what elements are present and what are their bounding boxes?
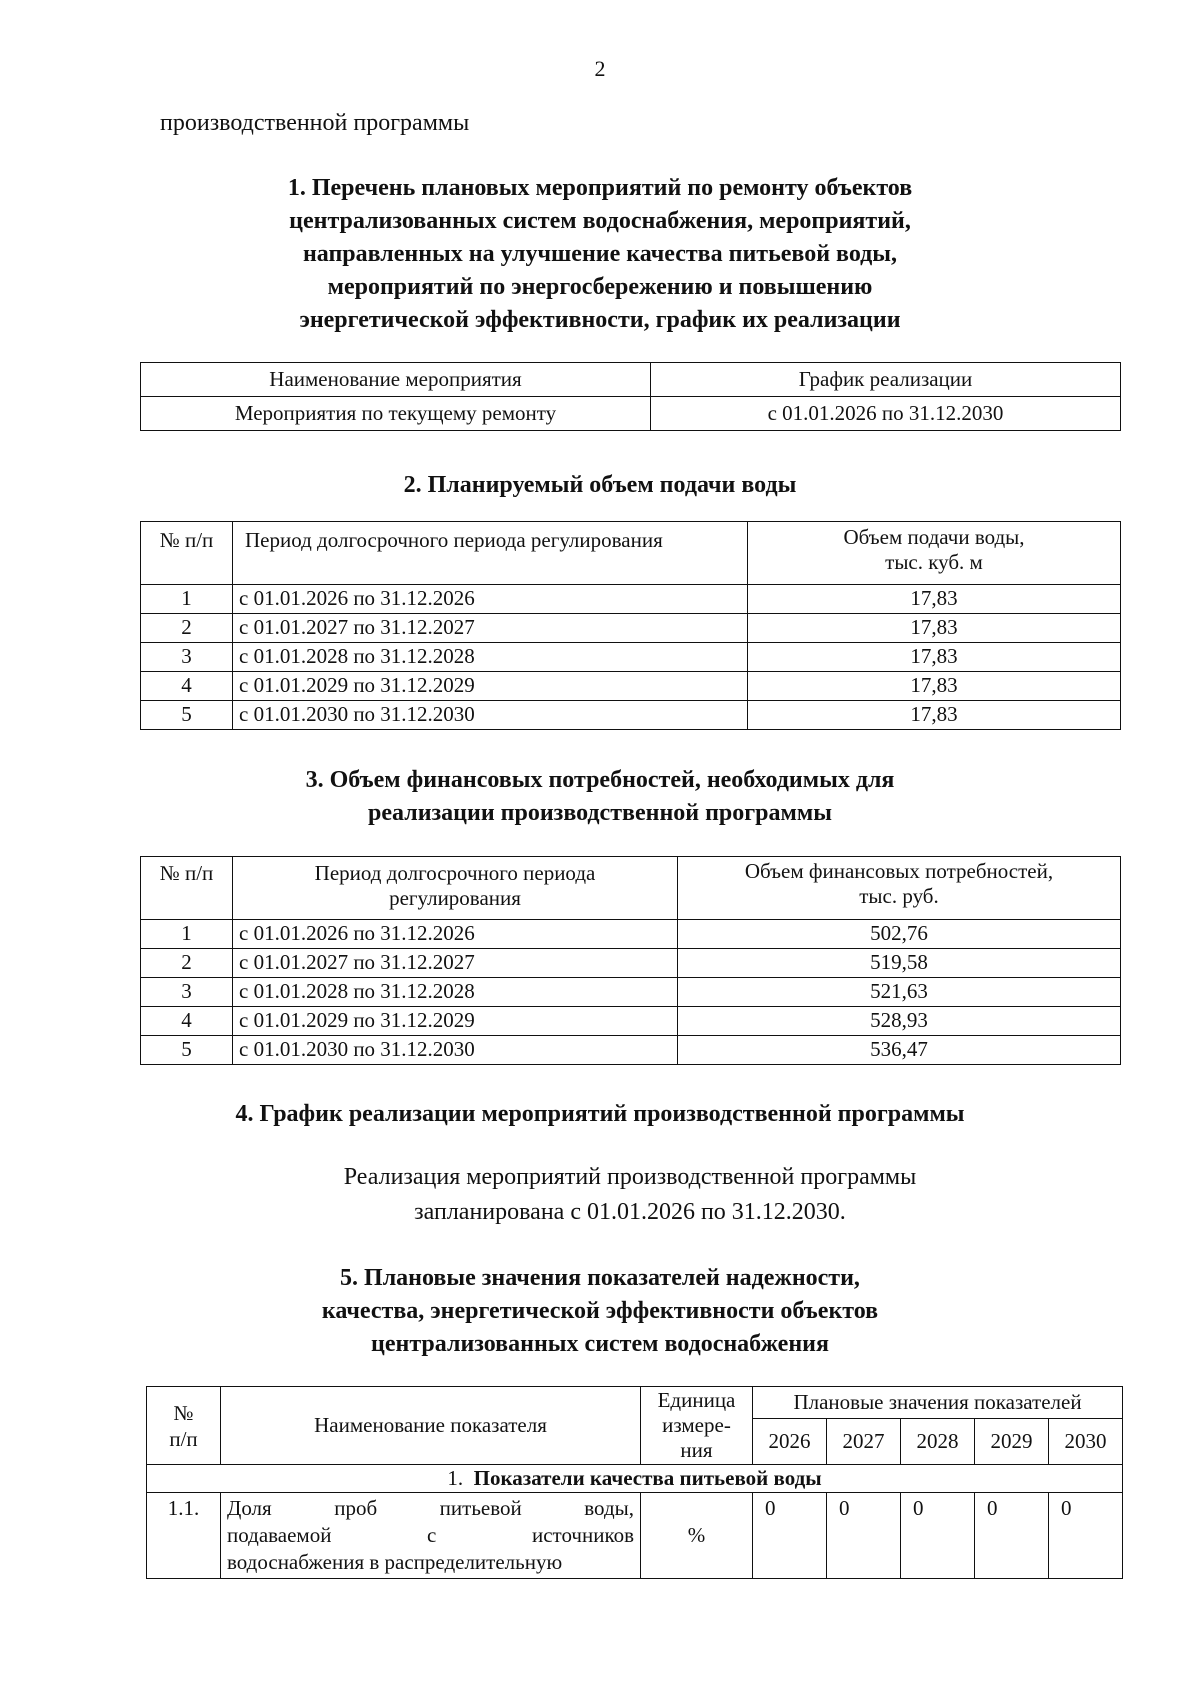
table-row bbox=[141, 949, 1121, 978]
table-row bbox=[141, 1007, 1121, 1036]
table-row bbox=[141, 643, 1121, 672]
table-cell: Мероприятия по текущему ремонту bbox=[141, 397, 651, 431]
column-header: Период долгосрочного периода регулирования bbox=[233, 522, 748, 585]
table-cell: 2 bbox=[141, 614, 233, 643]
table-cell: 0 bbox=[753, 1493, 827, 1579]
table-row bbox=[141, 397, 1121, 431]
table-cell: с 01.01.2030 по 31.12.2030 bbox=[233, 701, 748, 730]
table-cell: 519,58 bbox=[678, 949, 1121, 978]
table-cell: 1 bbox=[141, 920, 233, 949]
table-cell: 17,83 bbox=[748, 585, 1121, 614]
year-header: 2028 bbox=[901, 1419, 975, 1465]
table-row bbox=[141, 701, 1121, 730]
table-cell: 1 bbox=[141, 585, 233, 614]
section1-heading bbox=[0, 172, 1200, 337]
table-cell: 1.1. bbox=[147, 1493, 221, 1579]
heading-line: централизованных систем водоснабжения, мероприятий, bbox=[289, 208, 911, 234]
section5-heading bbox=[0, 1262, 1200, 1361]
intro-text: производственной программы bbox=[160, 110, 470, 136]
heading-line: направленных на улучшение качества питьевой воды, bbox=[302, 241, 898, 267]
paragraph-line: Реализация мероприятий производственной программы bbox=[343, 1164, 917, 1190]
table-header-row bbox=[147, 1387, 1123, 1419]
heading-line: реализации производственной программы bbox=[368, 800, 832, 826]
header-line: Период долгосрочного периода bbox=[314, 861, 596, 885]
heading-line: 5. Плановые значения показателей надежности, bbox=[340, 1265, 860, 1291]
heading-line: мероприятий по энергосбережению и повышению bbox=[327, 274, 873, 300]
heading-line: энергетической эффективности, график их реализации bbox=[299, 307, 901, 333]
column-header: Наименование мероприятия bbox=[141, 363, 651, 397]
table-header-row bbox=[141, 363, 1121, 397]
name-line: водоснабжения в распределительную bbox=[227, 1550, 563, 1574]
column-header: Плановые значения показателей bbox=[753, 1387, 1123, 1419]
header-line: тыс. руб. bbox=[859, 884, 939, 908]
column-header: № п/п bbox=[141, 522, 233, 585]
header-line: Объем финансовых потребностей, bbox=[744, 859, 1054, 883]
table-cell: с 01.01.2026 по 31.12.2026 bbox=[233, 920, 678, 949]
paragraph-line: запланирована с 01.01.2026 по 31.12.2030. bbox=[414, 1199, 846, 1225]
section3-heading bbox=[0, 764, 1200, 830]
column-header bbox=[641, 1387, 753, 1465]
heading-line: 3. Объем финансовых потребностей, необходимых для bbox=[305, 767, 895, 793]
table-row bbox=[141, 672, 1121, 701]
group-title bbox=[147, 1465, 1123, 1493]
header-line: ния bbox=[680, 1438, 713, 1462]
table-row bbox=[141, 1036, 1121, 1065]
table-cell: с 01.01.2026 по 31.12.2030 bbox=[651, 397, 1121, 431]
heading-line: качества, энергетической эффективности объектов bbox=[321, 1298, 879, 1324]
heading-line: 1. Перечень плановых мероприятий по ремонту объектов bbox=[287, 175, 913, 201]
table-cell: 0 bbox=[901, 1493, 975, 1579]
table-cell: с 01.01.2027 по 31.12.2027 bbox=[233, 614, 748, 643]
name-line: подаваемой с источников bbox=[227, 1523, 634, 1547]
table-cell: 2 bbox=[141, 949, 233, 978]
table-cell: 3 bbox=[141, 643, 233, 672]
table-cell: 5 bbox=[141, 701, 233, 730]
table-cell: % bbox=[641, 1493, 753, 1579]
group-number: 1. bbox=[447, 1466, 464, 1490]
section2-heading: 2. Планируемый объем подачи воды bbox=[403, 472, 797, 498]
page-number: 2 bbox=[594, 56, 606, 81]
table-cell: 17,83 bbox=[748, 614, 1121, 643]
table-cell: 17,83 bbox=[748, 672, 1121, 701]
name-line: Доля проб питьевой воды, bbox=[227, 1496, 634, 1520]
header-line: п/п bbox=[169, 1426, 198, 1451]
section1-table bbox=[140, 362, 1121, 431]
section4-heading: 4. График реализации мероприятий производственной программы bbox=[235, 1101, 965, 1127]
column-header bbox=[678, 857, 1121, 920]
column-header: № п/п bbox=[141, 857, 233, 920]
header-line: измере- bbox=[662, 1413, 731, 1437]
table-cell: 0 bbox=[827, 1493, 901, 1579]
header-line: тыс. куб. м bbox=[885, 550, 983, 574]
table-cell: с 01.01.2028 по 31.12.2028 bbox=[233, 978, 678, 1007]
table-row bbox=[141, 585, 1121, 614]
section5-table bbox=[146, 1386, 1123, 1579]
header-line: Объем подачи воды, bbox=[843, 525, 1025, 549]
year-header: 2030 bbox=[1049, 1419, 1123, 1465]
heading-line: централизованных систем водоснабжения bbox=[371, 1331, 829, 1357]
section3-table bbox=[140, 856, 1121, 1065]
column-header bbox=[147, 1387, 221, 1465]
year-header: 2027 bbox=[827, 1419, 901, 1465]
table-cell: с 01.01.2029 по 31.12.2029 bbox=[233, 672, 748, 701]
table-cell: с 01.01.2027 по 31.12.2027 bbox=[233, 949, 678, 978]
section2-table bbox=[140, 521, 1121, 730]
table-cell: 17,83 bbox=[748, 701, 1121, 730]
table-cell: 0 bbox=[1049, 1493, 1123, 1579]
year-header: 2026 bbox=[753, 1419, 827, 1465]
column-header bbox=[233, 857, 678, 920]
column-header: Наименование показателя bbox=[221, 1387, 641, 1465]
section4-paragraph bbox=[30, 1160, 1200, 1230]
table-header-row bbox=[141, 522, 1121, 585]
header-line: № bbox=[173, 1400, 194, 1425]
table-group-row bbox=[147, 1465, 1123, 1493]
table-cell: 521,63 bbox=[678, 978, 1121, 1007]
table-row bbox=[141, 920, 1121, 949]
header-line: регулирования bbox=[389, 886, 521, 910]
table-cell: 17,83 bbox=[748, 643, 1121, 672]
column-header: График реализации bbox=[651, 363, 1121, 397]
table-cell: с 01.01.2030 по 31.12.2030 bbox=[233, 1036, 678, 1065]
table-cell: 4 bbox=[141, 672, 233, 701]
table-cell: 3 bbox=[141, 978, 233, 1007]
table-cell bbox=[221, 1493, 641, 1579]
table-cell: 5 bbox=[141, 1036, 233, 1065]
table-cell: с 01.01.2026 по 31.12.2026 bbox=[233, 585, 748, 614]
table-row bbox=[141, 614, 1121, 643]
group-title-text: Показатели качества питьевой воды bbox=[473, 1466, 822, 1490]
table-row bbox=[147, 1493, 1123, 1579]
table-cell: с 01.01.2029 по 31.12.2029 bbox=[233, 1007, 678, 1036]
year-header: 2029 bbox=[975, 1419, 1049, 1465]
table-cell: 4 bbox=[141, 1007, 233, 1036]
table-header-row bbox=[141, 857, 1121, 920]
table-cell: 536,47 bbox=[678, 1036, 1121, 1065]
table-cell: с 01.01.2028 по 31.12.2028 bbox=[233, 643, 748, 672]
table-cell: 0 bbox=[975, 1493, 1049, 1579]
table-row bbox=[141, 978, 1121, 1007]
column-header bbox=[748, 522, 1121, 585]
table-cell: 528,93 bbox=[678, 1007, 1121, 1036]
header-line: Единица bbox=[657, 1388, 736, 1412]
table-cell: 502,76 bbox=[678, 920, 1121, 949]
